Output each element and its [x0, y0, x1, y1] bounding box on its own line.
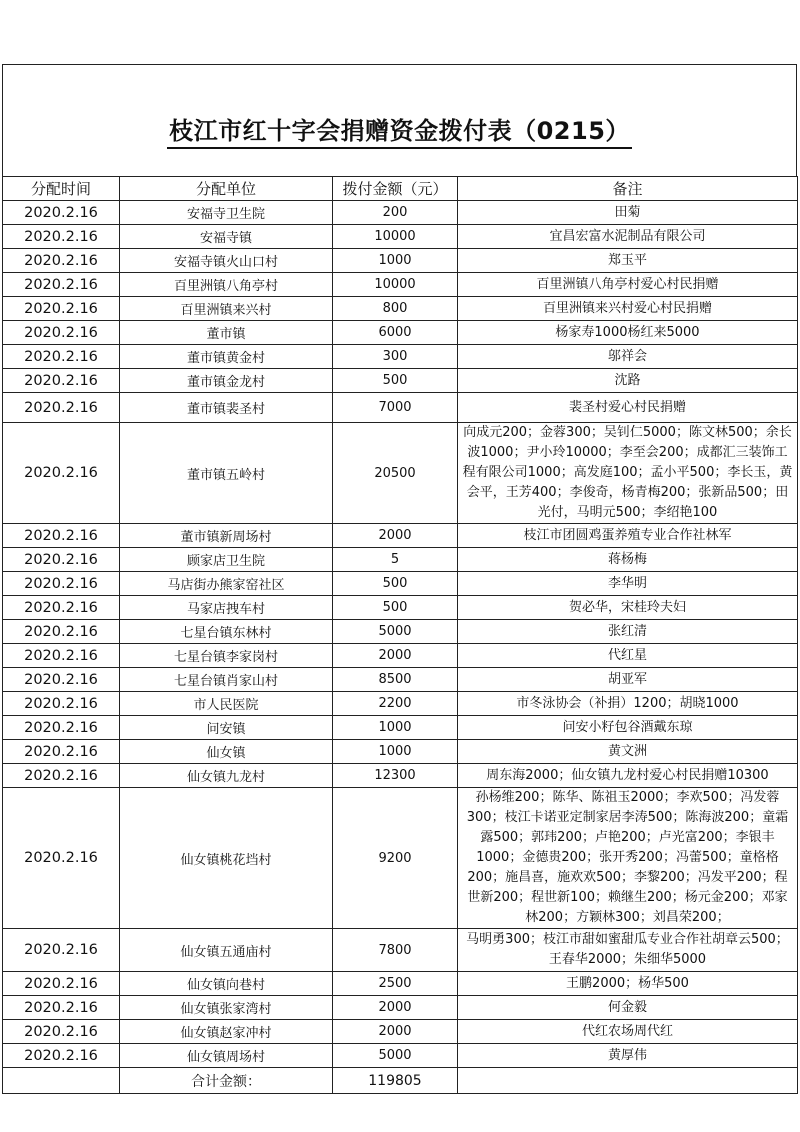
row-unit: 董市镇新周场村 — [120, 524, 333, 548]
row-date: 2020.2.16 — [3, 692, 120, 716]
row-unit: 仙女镇周场村 — [120, 1044, 333, 1068]
header-amount: 拨付金额（元） — [333, 177, 458, 201]
row-date: 2020.2.16 — [3, 548, 120, 572]
row-date: 2020.2.16 — [3, 788, 120, 929]
row-unit: 仙女镇向巷村 — [120, 972, 333, 996]
row-unit: 董市镇金龙村 — [120, 369, 333, 393]
row-unit: 七星台镇肖家山村 — [120, 668, 333, 692]
row-date: 2020.2.16 — [3, 201, 120, 225]
header-row — [3, 177, 798, 201]
row-date: 2020.2.16 — [3, 972, 120, 996]
row-note: 周东海2000；仙女镇九龙村爱心村民捐赠10300 — [458, 764, 798, 788]
row-amount: 5000 — [333, 1044, 458, 1068]
table-row — [3, 1044, 798, 1068]
table-row — [3, 1020, 798, 1044]
row-unit: 董市镇 — [120, 321, 333, 345]
row-amount: 10000 — [333, 273, 458, 297]
row-note: 郑玉平 — [458, 249, 798, 273]
row-amount: 9200 — [333, 788, 458, 929]
row-unit: 仙女镇张家湾村 — [120, 996, 333, 1020]
row-note: 代红星 — [458, 644, 798, 668]
row-amount: 800 — [333, 297, 458, 321]
row-note: 贺必华，宋桂玲夫妇 — [458, 596, 798, 620]
row-date: 2020.2.16 — [3, 996, 120, 1020]
row-amount: 20500 — [333, 423, 458, 524]
table-row — [3, 620, 798, 644]
row-date: 2020.2.16 — [3, 716, 120, 740]
row-date: 2020.2.16 — [3, 345, 120, 369]
row-note: 邬祥会 — [458, 345, 798, 369]
row-date: 2020.2.16 — [3, 393, 120, 423]
row-amount: 1000 — [333, 740, 458, 764]
row-amount: 2000 — [333, 644, 458, 668]
table-row — [3, 225, 798, 249]
row-unit: 董市镇黄金村 — [120, 345, 333, 369]
row-note: 宜昌宏富水泥制品有限公司 — [458, 225, 798, 249]
row-date: 2020.2.16 — [3, 764, 120, 788]
row-unit: 马家店拽车村 — [120, 596, 333, 620]
total-amount: 119805 — [333, 1068, 458, 1094]
total-label: 合计金额： — [120, 1068, 333, 1094]
row-note: 百里洲镇八角亭村爱心村民捐赠 — [458, 273, 798, 297]
row-date: 2020.2.16 — [3, 929, 120, 972]
row-date: 2020.2.16 — [3, 572, 120, 596]
row-note: 张红清 — [458, 620, 798, 644]
table-row — [3, 201, 798, 225]
allocation-sheet — [2, 64, 797, 1099]
row-unit: 仙女镇赵家冲村 — [120, 1020, 333, 1044]
row-note: 田菊 — [458, 201, 798, 225]
table-row — [3, 572, 798, 596]
row-note: 黄厚伟 — [458, 1044, 798, 1068]
row-amount: 2200 — [333, 692, 458, 716]
row-amount: 8500 — [333, 668, 458, 692]
row-date: 2020.2.16 — [3, 1044, 120, 1068]
row-unit: 安福寺镇火山口村 — [120, 249, 333, 273]
row-amount: 7800 — [333, 929, 458, 972]
title-box — [2, 64, 797, 177]
row-amount: 5000 — [333, 620, 458, 644]
row-unit: 安福寺卫生院 — [120, 201, 333, 225]
table-row — [3, 764, 798, 788]
row-amount: 7000 — [333, 393, 458, 423]
table-row — [3, 273, 798, 297]
row-unit: 仙女镇九龙村 — [120, 764, 333, 788]
total-row — [3, 1068, 798, 1094]
row-date: 2020.2.16 — [3, 225, 120, 249]
table-row — [3, 548, 798, 572]
row-note: 问安小籽包谷酒戴东琼 — [458, 716, 798, 740]
row-amount: 300 — [333, 345, 458, 369]
row-amount: 2000 — [333, 996, 458, 1020]
row-amount: 2500 — [333, 972, 458, 996]
table-row — [3, 788, 798, 929]
row-amount: 500 — [333, 369, 458, 393]
table-row — [3, 716, 798, 740]
table-row — [3, 321, 798, 345]
row-amount: 12300 — [333, 764, 458, 788]
table-row — [3, 345, 798, 369]
row-amount: 10000 — [333, 225, 458, 249]
row-amount: 6000 — [333, 321, 458, 345]
table-row — [3, 740, 798, 764]
row-amount: 2000 — [333, 524, 458, 548]
row-date: 2020.2.16 — [3, 423, 120, 524]
header-date: 分配时间 — [3, 177, 120, 201]
row-amount: 1000 — [333, 249, 458, 273]
total-empty — [3, 1068, 120, 1094]
table-row — [3, 668, 798, 692]
row-note: 胡亚军 — [458, 668, 798, 692]
row-note: 何金毅 — [458, 996, 798, 1020]
table-row — [3, 996, 798, 1020]
row-unit: 百里洲镇来兴村 — [120, 297, 333, 321]
row-note: 百里洲镇来兴村爱心村民捐赠 — [458, 297, 798, 321]
row-note: 市冬泳协会（补捐）1200；胡晓1000 — [458, 692, 798, 716]
row-amount: 2000 — [333, 1020, 458, 1044]
table-row — [3, 423, 798, 524]
header-unit: 分配单位 — [120, 177, 333, 201]
row-note: 孙杨维200；陈华、陈祖玉2000；李欢500；冯发蓉300；枝江卡诺亚定制家居李涛500；陈海波200；童霜露500；郭玮200；卢艳200；卢光富200；李银丰1000；金德贵200；张开秀200；冯蕾500；童格格200；施昌喜，施欢欢500；李黎200；冯发平200；程世新200；程世新100；赖继生200；杨元金200；邓家林200；方颖林300；刘昌荣200； — [458, 788, 798, 929]
row-date: 2020.2.16 — [3, 369, 120, 393]
header-note: 备注 — [458, 177, 798, 201]
row-date: 2020.2.16 — [3, 297, 120, 321]
table-row — [3, 644, 798, 668]
row-unit: 百里洲镇八角亭村 — [120, 273, 333, 297]
row-amount: 5 — [333, 548, 458, 572]
row-note: 沈路 — [458, 369, 798, 393]
row-note: 马明勇300；枝江市甜如蜜甜瓜专业合作社胡章云500；王春华2000；朱细华5000 — [458, 929, 798, 972]
row-note: 向成元200；金蓉300；吴钊仁5000；陈文林500；余长波1000；尹小玲10000；李至会200；成都汇三装饰工程有限公司1000；高发庭100；孟小平500；李长玉，黄会平，王芳400；李俊奇，杨青梅200；张新品500；田光付，马明元500；李绍艳100 — [458, 423, 798, 524]
row-unit: 仙女镇 — [120, 740, 333, 764]
row-amount: 1000 — [333, 716, 458, 740]
table-row — [3, 972, 798, 996]
table-row — [3, 524, 798, 548]
row-unit: 市人民医院 — [120, 692, 333, 716]
row-date: 2020.2.16 — [3, 321, 120, 345]
row-date: 2020.2.16 — [3, 644, 120, 668]
table-body — [3, 177, 798, 1094]
table-row — [3, 692, 798, 716]
row-amount: 500 — [333, 572, 458, 596]
row-unit: 董市镇裴圣村 — [120, 393, 333, 423]
table-row — [3, 297, 798, 321]
row-note: 杨家寿1000杨红来5000 — [458, 321, 798, 345]
row-date: 2020.2.16 — [3, 740, 120, 764]
table-row — [3, 393, 798, 423]
row-note: 裴圣村爱心村民捐赠 — [458, 393, 798, 423]
row-amount: 500 — [333, 596, 458, 620]
row-date: 2020.2.16 — [3, 524, 120, 548]
table-row — [3, 369, 798, 393]
total-note-empty — [458, 1068, 798, 1094]
row-unit: 仙女镇桃花垱村 — [120, 788, 333, 929]
row-unit: 问安镇 — [120, 716, 333, 740]
row-unit: 马店街办熊家窑社区 — [120, 572, 333, 596]
row-unit: 七星台镇东林村 — [120, 620, 333, 644]
row-date: 2020.2.16 — [3, 1020, 120, 1044]
row-date: 2020.2.16 — [3, 249, 120, 273]
row-note: 蒋杨梅 — [458, 548, 798, 572]
row-note: 王鹏2000；杨华500 — [458, 972, 798, 996]
row-amount: 200 — [333, 201, 458, 225]
row-date: 2020.2.16 — [3, 273, 120, 297]
table-row — [3, 249, 798, 273]
row-date: 2020.2.16 — [3, 596, 120, 620]
row-unit: 顾家店卫生院 — [120, 548, 333, 572]
allocation-table — [2, 176, 798, 1094]
row-unit: 仙女镇五通庙村 — [120, 929, 333, 972]
row-note: 枝江市团圆鸡蛋养殖专业合作社林军 — [458, 524, 798, 548]
row-unit: 安福寺镇 — [120, 225, 333, 249]
row-note: 李华明 — [458, 572, 798, 596]
row-note: 黄文洲 — [458, 740, 798, 764]
row-date: 2020.2.16 — [3, 620, 120, 644]
row-note: 代红农场周代红 — [458, 1020, 798, 1044]
table-row — [3, 596, 798, 620]
row-unit: 董市镇五岭村 — [120, 423, 333, 524]
page-title-text: 枝江市红十字会捐赠资金拨付表（0215） — [167, 117, 632, 149]
row-unit: 七星台镇李家岗村 — [120, 644, 333, 668]
table-row — [3, 929, 798, 972]
page-title — [3, 111, 796, 146]
row-date: 2020.2.16 — [3, 668, 120, 692]
